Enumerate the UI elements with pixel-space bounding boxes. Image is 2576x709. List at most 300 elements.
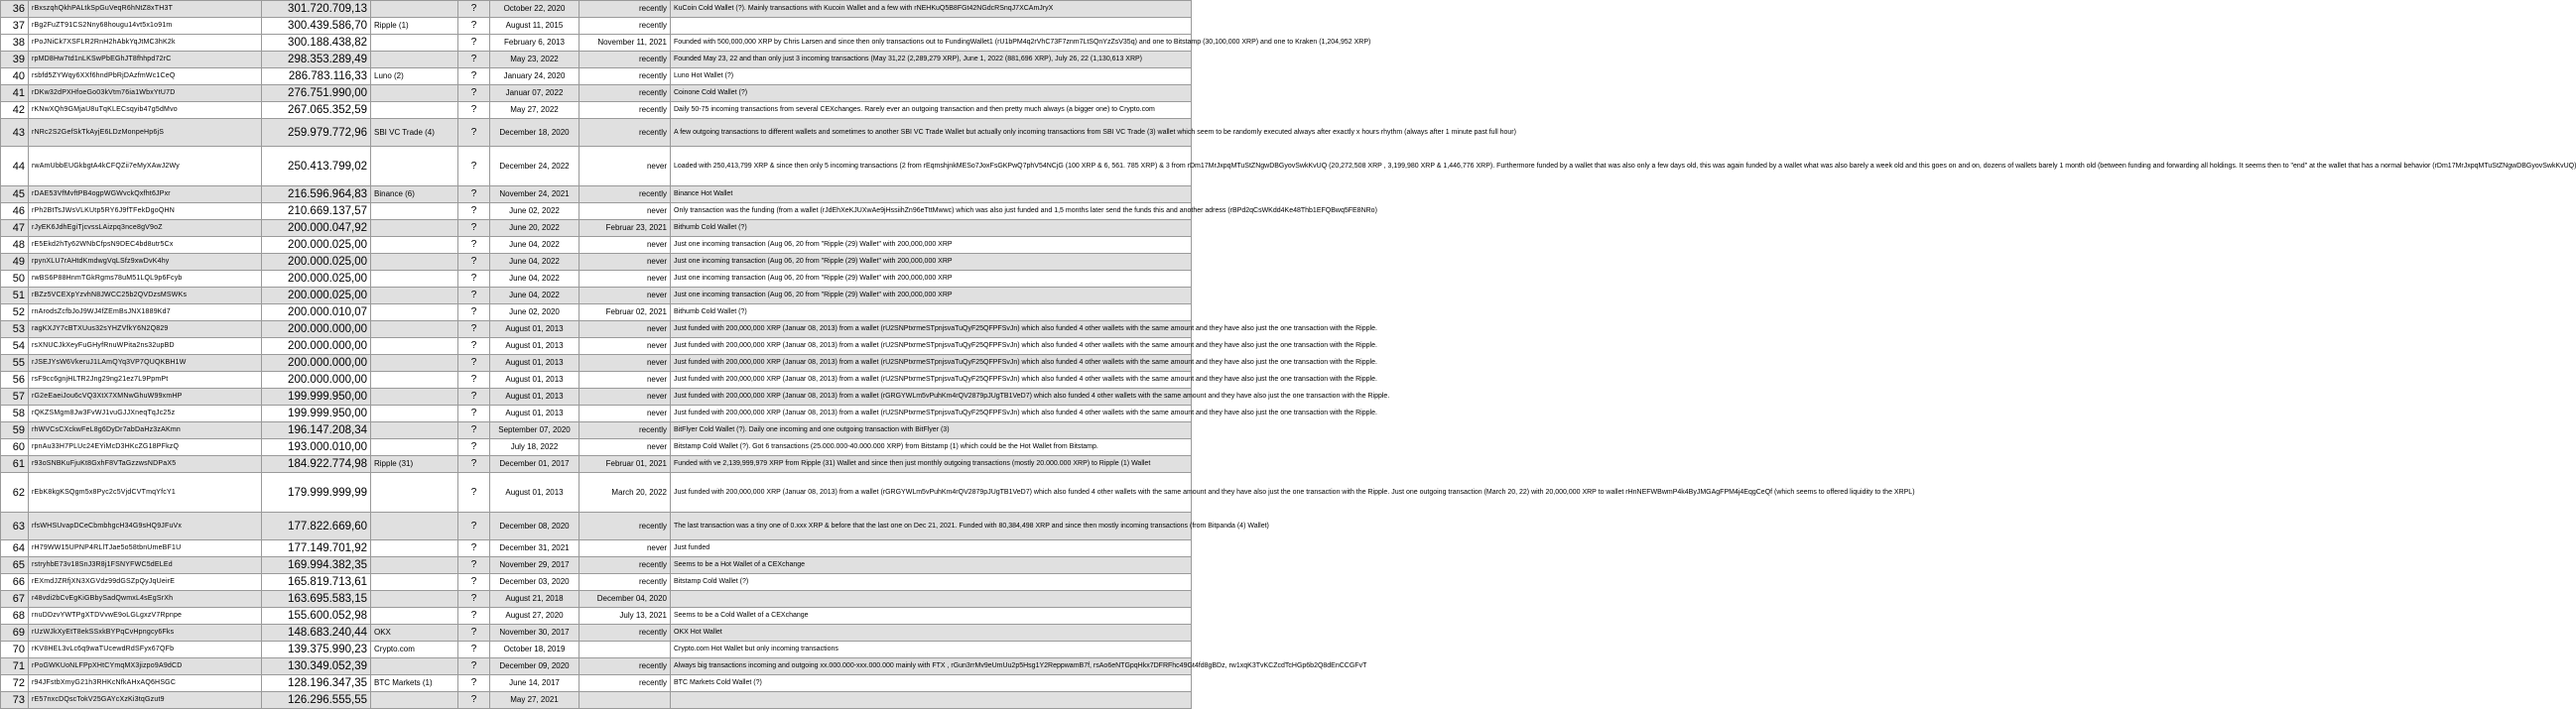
first-seen-date-cell[interactable]: December 18, 2020	[490, 119, 580, 147]
wallet-address-cell[interactable]: rhWVCsCXckwFeL8g6DyDr7abDaHz3zAKmn	[29, 422, 262, 439]
comment-cell[interactable]: Bithumb Cold Wallet (?)	[671, 220, 1192, 237]
wallet-address-cell[interactable]: r93oSNBKuFjuKt8GxhF8VTaGzzwsNDPaX5	[29, 456, 262, 473]
first-seen-date-cell[interactable]: August 11, 2015	[490, 18, 580, 35]
count-cell[interactable]: ?	[458, 675, 490, 692]
last-activity-cell[interactable]: never	[580, 147, 671, 186]
balance-cell[interactable]: 200.000.025,00	[262, 237, 371, 254]
wallet-address-cell[interactable]: ragKXJY7cBTXUus32sYHZVfkY6N2Q829	[29, 321, 262, 338]
balance-cell[interactable]: 193.000.010,00	[262, 439, 371, 456]
count-cell[interactable]: ?	[458, 574, 490, 591]
wallet-name-cell[interactable]	[371, 591, 458, 608]
comment-cell[interactable]	[671, 692, 1192, 709]
count-cell[interactable]: ?	[458, 692, 490, 709]
comment-cell[interactable]: Just funded with 200,000,000 XRP (Januar 08, 2013) from a wallet (rGRGYWLm5vPuhKm4rQV2879pJUgTB1VeD7) which also funded 4 other wallets with the same amount and they have also just the one transaction with the Ripple.	[671, 389, 1192, 406]
row-number-cell[interactable]: 46	[1, 203, 29, 220]
wallet-name-cell[interactable]	[371, 288, 458, 304]
wallet-address-cell[interactable]: rE5Ekd2hTy62WNbCfpsN9DEC4bd8utr5Cx	[29, 237, 262, 254]
balance-cell[interactable]: 259.979.772,96	[262, 119, 371, 147]
balance-cell[interactable]: 200.000.010,07	[262, 304, 371, 321]
first-seen-date-cell[interactable]: August 01, 2013	[490, 372, 580, 389]
count-cell[interactable]: ?	[458, 513, 490, 540]
last-activity-cell[interactable]: recently	[580, 675, 671, 692]
count-cell[interactable]: ?	[458, 557, 490, 574]
last-activity-cell[interactable]: never	[580, 372, 671, 389]
wallet-address-cell[interactable]: rpynXLU7rAHtdKmdwgVqLSfz9xwDvK4hy	[29, 254, 262, 271]
comment-cell[interactable]: Funded with ve 2,139,999,979 XRP from Ripple (31) Wallet and since then just monthly outgoing transactions (mostly 20.000.000 XRP) to Ripple (1) Wallet	[671, 456, 1192, 473]
wallet-name-cell[interactable]: Binance (6)	[371, 186, 458, 203]
last-activity-cell[interactable]: recently	[580, 1, 671, 18]
wallet-address-cell[interactable]: rKNwXQh9GMjaU8uTqKLECsqyib47g5dMvo	[29, 102, 262, 119]
first-seen-date-cell[interactable]: June 20, 2022	[490, 220, 580, 237]
last-activity-cell[interactable]: never	[580, 254, 671, 271]
count-cell[interactable]: ?	[458, 321, 490, 338]
wallet-address-cell[interactable]: rsbfd5ZYWqy6XXf6hndPbRjDAzfmWc1CeQ	[29, 68, 262, 85]
last-activity-cell[interactable]: never	[580, 540, 671, 557]
last-activity-cell[interactable]: recently	[580, 574, 671, 591]
last-activity-cell[interactable]: recently	[580, 85, 671, 102]
balance-cell[interactable]: 184.922.774,98	[262, 456, 371, 473]
comment-cell[interactable]: Just funded with 200,000,000 XRP (Januar 08, 2013) from a wallet (rU2SNPtxrmeSTpnjsvaTuQyF25QFPFSvJn) which also funded 4 other wallets with the same amount and they have also just the one transaction with the Ripple.	[671, 355, 1192, 372]
wallet-address-cell[interactable]: rsF9cc6gnjHLTR2Jng29ng21ez7L9PpmPt	[29, 372, 262, 389]
row-number-cell[interactable]: 47	[1, 220, 29, 237]
wallet-name-cell[interactable]	[371, 406, 458, 422]
wallet-name-cell[interactable]	[371, 355, 458, 372]
comment-cell[interactable]: KuCoin Cold Wallet (?). Mainly transactions with Kucoin Wallet and a few with rNEHKuQ5B8FGt42NGdcRSnqJ7XCAmJryX	[671, 1, 1192, 18]
wallet-name-cell[interactable]	[371, 422, 458, 439]
balance-cell[interactable]: 200.000.000,00	[262, 372, 371, 389]
wallet-name-cell[interactable]	[371, 203, 458, 220]
row-number-cell[interactable]: 48	[1, 237, 29, 254]
wallet-address-cell[interactable]: r94JFstbXmyG21h3RHKcNfkAHxAQ6HSGC	[29, 675, 262, 692]
count-cell[interactable]: ?	[458, 237, 490, 254]
first-seen-date-cell[interactable]: Januar 07, 2022	[490, 85, 580, 102]
count-cell[interactable]: ?	[458, 540, 490, 557]
first-seen-date-cell[interactable]: December 24, 2022	[490, 147, 580, 186]
balance-cell[interactable]: 210.669.137,57	[262, 203, 371, 220]
first-seen-date-cell[interactable]: May 23, 2022	[490, 52, 580, 68]
wallet-name-cell[interactable]	[371, 338, 458, 355]
balance-cell[interactable]: 250.413.799,02	[262, 147, 371, 186]
count-cell[interactable]: ?	[458, 203, 490, 220]
count-cell[interactable]: ?	[458, 147, 490, 186]
comment-cell[interactable]: Always big transactions incoming and outgoing xx.000.000-xxx.000.000 mainly with FTX , rGun3rrMv9eUmUu2p5Hsg1Y2ReppwamB7f, rsAo6eNTGpqHkx7DFRFhc49Gt4fd8gBDz, rw1xqK3TvKCZcdTcHGp6b2Q8dEnCCGFvT	[671, 658, 1192, 675]
wallet-address-cell[interactable]: rwBS6P88HnmTGkRgms78uM51LQL9p6Fcyb	[29, 271, 262, 288]
wallet-name-cell[interactable]	[371, 147, 458, 186]
count-cell[interactable]: ?	[458, 642, 490, 658]
wallet-name-cell[interactable]	[371, 574, 458, 591]
row-number-cell[interactable]: 69	[1, 625, 29, 642]
balance-cell[interactable]: 179.999.999,99	[262, 473, 371, 513]
row-number-cell[interactable]: 42	[1, 102, 29, 119]
count-cell[interactable]: ?	[458, 288, 490, 304]
balance-cell[interactable]: 200.000.047,92	[262, 220, 371, 237]
row-number-cell[interactable]: 71	[1, 658, 29, 675]
first-seen-date-cell[interactable]: February 6, 2013	[490, 35, 580, 52]
first-seen-date-cell[interactable]: June 14, 2017	[490, 675, 580, 692]
row-number-cell[interactable]: 45	[1, 186, 29, 203]
comment-cell[interactable]: Just funded with 200,000,000 XRP (Januar 08, 2013) from a wallet (rU2SNPtxrmeSTpnjsvaTuQyF25QFPFSvJn) which also funded 4 other wallets with the same amount and they have also just the one transaction with the Ripple.	[671, 321, 1192, 338]
wallet-address-cell[interactable]: rUzWJkXyEtT8ekSSxkBYPqCvHpngcy6Fks	[29, 625, 262, 642]
row-number-cell[interactable]: 52	[1, 304, 29, 321]
count-cell[interactable]: ?	[458, 18, 490, 35]
row-number-cell[interactable]: 49	[1, 254, 29, 271]
row-number-cell[interactable]: 60	[1, 439, 29, 456]
last-activity-cell[interactable]: never	[580, 203, 671, 220]
wallet-address-cell[interactable]: rpMD8Hw7td1nLKSwPbEGhJT8fhhpd72rC	[29, 52, 262, 68]
row-number-cell[interactable]: 63	[1, 513, 29, 540]
count-cell[interactable]: ?	[458, 625, 490, 642]
wallet-address-cell[interactable]: rsXNUCJkXeyFuGHyfRnuWPita2ns32upBD	[29, 338, 262, 355]
wallet-name-cell[interactable]	[371, 304, 458, 321]
first-seen-date-cell[interactable]: June 02, 2022	[490, 203, 580, 220]
balance-cell[interactable]: 200.000.025,00	[262, 288, 371, 304]
balance-cell[interactable]: 301.720.709,13	[262, 1, 371, 18]
first-seen-date-cell[interactable]: July 18, 2022	[490, 439, 580, 456]
balance-cell[interactable]: 155.600.052,98	[262, 608, 371, 625]
row-number-cell[interactable]: 66	[1, 574, 29, 591]
row-number-cell[interactable]: 50	[1, 271, 29, 288]
wallet-address-cell[interactable]: rnArodsZcfbJoJ9WJ4fZEmBsJNX1889Kd7	[29, 304, 262, 321]
first-seen-date-cell[interactable]: November 24, 2021	[490, 186, 580, 203]
last-activity-cell[interactable]: December 04, 2020	[580, 591, 671, 608]
last-activity-cell[interactable]: never	[580, 271, 671, 288]
row-number-cell[interactable]: 51	[1, 288, 29, 304]
first-seen-date-cell[interactable]: August 21, 2018	[490, 591, 580, 608]
balance-cell[interactable]: 200.000.000,00	[262, 338, 371, 355]
wallet-address-cell[interactable]: rKV8HEL3vLc6q9waTUcewdRdSFyx67QFb	[29, 642, 262, 658]
wallet-address-cell[interactable]: rJSEJYsW6VkeruJ1LAmQYq3VP7QUQKBH1W	[29, 355, 262, 372]
wallet-address-cell[interactable]: r48vdi2bCvEgKiGBbySadQwmxL4sEgSrXh	[29, 591, 262, 608]
balance-cell[interactable]: 267.065.352,59	[262, 102, 371, 119]
wallet-address-cell[interactable]: rstryhbE73v18SnJ3R8j1FSNYFWC5dELEd	[29, 557, 262, 574]
wallet-name-cell[interactable]: BTC Markets (1)	[371, 675, 458, 692]
first-seen-date-cell[interactable]: November 30, 2017	[490, 625, 580, 642]
last-activity-cell[interactable]: never	[580, 439, 671, 456]
row-number-cell[interactable]: 43	[1, 119, 29, 147]
comment-cell[interactable]: Bithumb Cold Wallet (?)	[671, 304, 1192, 321]
row-number-cell[interactable]: 40	[1, 68, 29, 85]
wallet-name-cell[interactable]	[371, 692, 458, 709]
first-seen-date-cell[interactable]: August 27, 2020	[490, 608, 580, 625]
first-seen-date-cell[interactable]: December 09, 2020	[490, 658, 580, 675]
first-seen-date-cell[interactable]: August 01, 2013	[490, 389, 580, 406]
comment-cell[interactable]: Just one incoming transaction (Aug 06, 20 from "Ripple (29) Wallet" with 200,000,000 XRP	[671, 271, 1192, 288]
wallet-address-cell[interactable]: rH79WW15UPNP4RLlTJae5o58tbnUmeBF1U	[29, 540, 262, 557]
wallet-name-cell[interactable]	[371, 540, 458, 557]
comment-cell[interactable]: Just funded with 200,000,000 XRP (Januar 08, 2013) from a wallet (rU2SNPtxrmeSTpnjsvaTuQyF25QFPFSvJn) which also funded 4 other wallets with the same amount and they have also just the one transaction with the Ripple.	[671, 372, 1192, 389]
wallet-name-cell[interactable]: OKX	[371, 625, 458, 642]
count-cell[interactable]: ?	[458, 338, 490, 355]
comment-cell[interactable]: BitFlyer Cold Wallet (?). Daily one incoming and one outgoing transaction with BitFlyer (3)	[671, 422, 1192, 439]
last-activity-cell[interactable]: never	[580, 389, 671, 406]
balance-cell[interactable]: 169.994.382,35	[262, 557, 371, 574]
comment-cell[interactable]: Just one incoming transaction (Aug 06, 20 from "Ripple (29) Wallet" with 200,000,000 XRP	[671, 237, 1192, 254]
last-activity-cell[interactable]: never	[580, 406, 671, 422]
wallet-name-cell[interactable]	[371, 389, 458, 406]
wallet-address-cell[interactable]: rBxszqhQkhPALtkSpGuVeqR6hNtZ8xTH3T	[29, 1, 262, 18]
comment-cell[interactable]: Coinone Cold Wallet (?)	[671, 85, 1192, 102]
row-number-cell[interactable]: 55	[1, 355, 29, 372]
last-activity-cell[interactable]: never	[580, 355, 671, 372]
count-cell[interactable]: ?	[458, 608, 490, 625]
balance-cell[interactable]: 128.196.347,35	[262, 675, 371, 692]
wallet-name-cell[interactable]: Ripple (1)	[371, 18, 458, 35]
row-number-cell[interactable]: 57	[1, 389, 29, 406]
balance-cell[interactable]: 298.353.289,49	[262, 52, 371, 68]
comment-cell[interactable]	[671, 18, 1192, 35]
last-activity-cell[interactable]: recently	[580, 186, 671, 203]
comment-cell[interactable]	[671, 591, 1192, 608]
row-number-cell[interactable]: 61	[1, 456, 29, 473]
count-cell[interactable]: ?	[458, 254, 490, 271]
wallet-address-cell[interactable]: rPoGWKUoNLFPpXHtCYmqMX3jizpo9A9dCD	[29, 658, 262, 675]
row-number-cell[interactable]: 64	[1, 540, 29, 557]
last-activity-cell[interactable]: Februar 02, 2021	[580, 304, 671, 321]
balance-cell[interactable]: 276.751.990,00	[262, 85, 371, 102]
first-seen-date-cell[interactable]: August 01, 2013	[490, 406, 580, 422]
row-number-cell[interactable]: 62	[1, 473, 29, 513]
count-cell[interactable]: ?	[458, 186, 490, 203]
last-activity-cell[interactable]: recently	[580, 658, 671, 675]
last-activity-cell[interactable]: March 20, 2022	[580, 473, 671, 513]
comment-cell[interactable]: Just one incoming transaction (Aug 06, 20 from "Ripple (29) Wallet" with 200,000,000 XRP	[671, 288, 1192, 304]
first-seen-date-cell[interactable]: June 04, 2022	[490, 271, 580, 288]
last-activity-cell[interactable]	[580, 692, 671, 709]
balance-cell[interactable]: 139.375.990,23	[262, 642, 371, 658]
row-number-cell[interactable]: 44	[1, 147, 29, 186]
comment-cell[interactable]: Binance Hot Wallet	[671, 186, 1192, 203]
row-number-cell[interactable]: 39	[1, 52, 29, 68]
row-number-cell[interactable]: 65	[1, 557, 29, 574]
last-activity-cell[interactable]: Februar 23, 2021	[580, 220, 671, 237]
first-seen-date-cell[interactable]: October 18, 2019	[490, 642, 580, 658]
wallet-name-cell[interactable]: Luno (2)	[371, 68, 458, 85]
balance-cell[interactable]: 163.695.583,15	[262, 591, 371, 608]
wallet-name-cell[interactable]	[371, 254, 458, 271]
balance-cell[interactable]: 286.783.116,33	[262, 68, 371, 85]
last-activity-cell[interactable]: never	[580, 237, 671, 254]
last-activity-cell[interactable]: recently	[580, 68, 671, 85]
balance-cell[interactable]: 130.349.052,39	[262, 658, 371, 675]
count-cell[interactable]: ?	[458, 372, 490, 389]
first-seen-date-cell[interactable]: December 31, 2021	[490, 540, 580, 557]
first-seen-date-cell[interactable]: December 03, 2020	[490, 574, 580, 591]
last-activity-cell[interactable]: never	[580, 338, 671, 355]
last-activity-cell[interactable]: recently	[580, 513, 671, 540]
row-number-cell[interactable]: 72	[1, 675, 29, 692]
last-activity-cell[interactable]: November 11, 2021	[580, 35, 671, 52]
comment-cell[interactable]: Loaded with 250,413,799 XRP & since then only 5 incoming transactions (2 from rEqmshjnkMESo7JoxFsGKPwQ7phV54NCjG (100 XRP & 6, 561. 785 XRP) & 3 from rDm17MrJxpqMTuStZNgwDBGyovSwkKvUQ (20,272,508 XRP , 3,199,980 XRP & 1,446,776 XRP). Furthermore funded by a wallet that was also only a few days old, this was again funded by a wallet what was also barely a week old and this goes on and on, dozens of wallets barely 1 month old (between funding and forwarding all holdings. It seems then to "end" at the wallet that has a normal behavior (rDm17MrJxpqMTuStZNgwDBGyovSwkKvUQ)	[671, 147, 1192, 186]
wallet-name-cell[interactable]	[371, 513, 458, 540]
row-number-cell[interactable]: 58	[1, 406, 29, 422]
last-activity-cell[interactable]: Februar 01, 2021	[580, 456, 671, 473]
row-number-cell[interactable]: 56	[1, 372, 29, 389]
row-number-cell[interactable]: 53	[1, 321, 29, 338]
first-seen-date-cell[interactable]: August 01, 2013	[490, 355, 580, 372]
row-number-cell[interactable]: 36	[1, 1, 29, 18]
wallet-address-cell[interactable]: rDKw32dPXHfoeGo03kVtm76ia1WbxYtU7D	[29, 85, 262, 102]
wallet-address-cell[interactable]: rPoJNiCk7XSFLR2RnH2hAbkYqJtMC3hK2k	[29, 35, 262, 52]
comment-cell[interactable]: OKX Hot Wallet	[671, 625, 1192, 642]
comment-cell[interactable]: Seems to be a Cold Wallet of a CEXchange	[671, 608, 1192, 625]
count-cell[interactable]: ?	[458, 355, 490, 372]
count-cell[interactable]: ?	[458, 52, 490, 68]
balance-cell[interactable]: 199.999.950,00	[262, 389, 371, 406]
first-seen-date-cell[interactable]: June 02, 2020	[490, 304, 580, 321]
first-seen-date-cell[interactable]: August 01, 2013	[490, 321, 580, 338]
row-number-cell[interactable]: 37	[1, 18, 29, 35]
comment-cell[interactable]: Only transaction was the funding (from a wallet (rJdEhXeKJUXwAe9jHssiihZn96eTttMwwc) which was also just funded and 1,5 months later send the funds this and another adress (rBPd2qCsWKdd4Ke48Thb1EFQBwq5FE8NRo)	[671, 203, 1192, 220]
first-seen-date-cell[interactable]: December 01, 2017	[490, 456, 580, 473]
wallet-name-cell[interactable]	[371, 439, 458, 456]
comment-cell[interactable]: Founded with 500,000,000 XRP by Chris Larsen and since then only transactions out to FundingWallet1 (rU1bPM4q2rVhC73F7znm7LtSQnYzZsV35q) and one to Bitstamp (30,100,000 XRP) and one to Kraken (1,204,952 XRP)	[671, 35, 1192, 52]
count-cell[interactable]: ?	[458, 439, 490, 456]
wallet-address-cell[interactable]: rPh2BtTsJWsVLKUtp5RY6J9fTFekDgoQHN	[29, 203, 262, 220]
count-cell[interactable]: ?	[458, 389, 490, 406]
first-seen-date-cell[interactable]: June 04, 2022	[490, 254, 580, 271]
last-activity-cell[interactable]: recently	[580, 18, 671, 35]
wallet-address-cell[interactable]: rE57nxcDQscTokV25GAYcXzKi3tqGzut9	[29, 692, 262, 709]
count-cell[interactable]: ?	[458, 591, 490, 608]
last-activity-cell[interactable]: recently	[580, 102, 671, 119]
first-seen-date-cell[interactable]: November 29, 2017	[490, 557, 580, 574]
balance-cell[interactable]: 165.819.713,61	[262, 574, 371, 591]
balance-cell[interactable]: 199.999.950,00	[262, 406, 371, 422]
wallet-address-cell[interactable]: rBg2FuZT91CS2Nny68hougu14vt5x1o91m	[29, 18, 262, 35]
row-number-cell[interactable]: 73	[1, 692, 29, 709]
comment-cell[interactable]: Bitstamp Cold Wallet (?)	[671, 574, 1192, 591]
wallet-name-cell[interactable]: SBI VC Trade (4)	[371, 119, 458, 147]
last-activity-cell[interactable]: July 13, 2021	[580, 608, 671, 625]
balance-cell[interactable]: 196.147.208,34	[262, 422, 371, 439]
count-cell[interactable]: ?	[458, 473, 490, 513]
comment-cell[interactable]: Founded May 23, 22 and than only just 3 incoming transactions (May 31,22 (2,289,279 XRP), June 1, 2022 (881,696 XRP), July 26, 22 (1,130,613 XRP)	[671, 52, 1192, 68]
comment-cell[interactable]: Crypto.com Hot Wallet but only incoming transactions	[671, 642, 1192, 658]
wallet-address-cell[interactable]: rfsWHSUvapDCeCbmbhgcH34G9sHQ9JFuVx	[29, 513, 262, 540]
wallet-address-cell[interactable]: rG2eEaeiJou6cVQ3XtX7XMNwGhuW99xmHP	[29, 389, 262, 406]
wallet-address-cell[interactable]: rEXmdJZRfjXN3XGVdz99dGSZpQyJqUeirE	[29, 574, 262, 591]
wallet-name-cell[interactable]	[371, 321, 458, 338]
count-cell[interactable]: ?	[458, 119, 490, 147]
row-number-cell[interactable]: 70	[1, 642, 29, 658]
comment-cell[interactable]: Just funded	[671, 540, 1192, 557]
wallet-name-cell[interactable]	[371, 1, 458, 18]
comment-cell[interactable]: BTC Markets Cold Wallet (?)	[671, 675, 1192, 692]
wallet-address-cell[interactable]: rEbK8kgKSQgm5x8Pyc2c5VjdCVTmqYfcY1	[29, 473, 262, 513]
wallet-name-cell[interactable]	[371, 557, 458, 574]
comment-cell[interactable]: Daily 50-75 incoming transactions from several CEXchanges. Rarely ever an outgoing transaction and then pretty much always (a bigger one) to Crypto.com	[671, 102, 1192, 119]
last-activity-cell[interactable]: recently	[580, 557, 671, 574]
wallet-address-cell[interactable]: rwAmUbbEUGkbgtA4kCFQZii7eMyXAwJ2Wy	[29, 147, 262, 186]
count-cell[interactable]: ?	[458, 422, 490, 439]
first-seen-date-cell[interactable]: June 04, 2022	[490, 237, 580, 254]
wallet-name-cell[interactable]: Ripple (31)	[371, 456, 458, 473]
wallet-name-cell[interactable]: Crypto.com	[371, 642, 458, 658]
first-seen-date-cell[interactable]: May 27, 2021	[490, 692, 580, 709]
balance-cell[interactable]: 126.296.555,55	[262, 692, 371, 709]
count-cell[interactable]: ?	[458, 85, 490, 102]
count-cell[interactable]: ?	[458, 304, 490, 321]
wallet-name-cell[interactable]	[371, 220, 458, 237]
count-cell[interactable]: ?	[458, 271, 490, 288]
count-cell[interactable]: ?	[458, 220, 490, 237]
row-number-cell[interactable]: 68	[1, 608, 29, 625]
wallet-name-cell[interactable]	[371, 52, 458, 68]
comment-cell[interactable]: Bitstamp Cold Wallet (?). Got 6 transactions (25.000.000-40.000.000 XRP) from Bitstamp (1) which could be the Hot Wallet from Bitstamp.	[671, 439, 1192, 456]
first-seen-date-cell[interactable]: August 01, 2013	[490, 338, 580, 355]
row-number-cell[interactable]: 54	[1, 338, 29, 355]
last-activity-cell[interactable]: recently	[580, 625, 671, 642]
wallet-name-cell[interactable]	[371, 372, 458, 389]
wallet-name-cell[interactable]	[371, 473, 458, 513]
balance-cell[interactable]: 300.439.586,70	[262, 18, 371, 35]
first-seen-date-cell[interactable]: August 01, 2013	[490, 473, 580, 513]
comment-cell[interactable]: Luno Hot Wallet (?)	[671, 68, 1192, 85]
comment-cell[interactable]: Just funded with 200,000,000 XRP (Januar 08, 2013) from a wallet (rU2SNPtxrmeSTpnjsvaTuQyF25QFPFSvJn) which also funded 4 other wallets with the same amount and they have also just the one transaction with the Ripple.	[671, 406, 1192, 422]
balance-cell[interactable]: 177.149.701,92	[262, 540, 371, 557]
last-activity-cell[interactable]: never	[580, 288, 671, 304]
comment-cell[interactable]: Just one incoming transaction (Aug 06, 20 from "Ripple (29) Wallet" with 200,000,000 XRP	[671, 254, 1192, 271]
first-seen-date-cell[interactable]: September 07, 2020	[490, 422, 580, 439]
last-activity-cell[interactable]: recently	[580, 422, 671, 439]
balance-cell[interactable]: 177.822.669,60	[262, 513, 371, 540]
count-cell[interactable]: ?	[458, 406, 490, 422]
count-cell[interactable]: ?	[458, 102, 490, 119]
first-seen-date-cell[interactable]: December 08, 2020	[490, 513, 580, 540]
first-seen-date-cell[interactable]: June 04, 2022	[490, 288, 580, 304]
count-cell[interactable]: ?	[458, 658, 490, 675]
count-cell[interactable]: ?	[458, 35, 490, 52]
comment-cell[interactable]: The last transaction was a tiny one of 0.xxx XRP & before that the last one on Dec 21, 2021. Funded with 80,384,498 XRP and since then mostly incoming transactions (from Bitpanda (4) Wallet)	[671, 513, 1192, 540]
wallet-address-cell[interactable]: rBZz5VCEXpYzvhN8JWCC25b2QVDzsMSWKs	[29, 288, 262, 304]
count-cell[interactable]: ?	[458, 456, 490, 473]
wallet-address-cell[interactable]: rQKZSMgm8Jw3FvWJ1vuGJJXneqTqJc25z	[29, 406, 262, 422]
wallet-name-cell[interactable]	[371, 85, 458, 102]
row-number-cell[interactable]: 59	[1, 422, 29, 439]
count-cell[interactable]: ?	[458, 68, 490, 85]
wallet-name-cell[interactable]	[371, 102, 458, 119]
last-activity-cell[interactable]: recently	[580, 119, 671, 147]
count-cell[interactable]: ?	[458, 1, 490, 18]
comment-cell[interactable]: A few outgoing transactions to different wallets and sometimes to another SBI VC Trade Wallet but actually only incoming transactions from SBI VC Trade (3) wallet which seem to be randomly executed always after exactly x hours rhythm (always after 1 minute past full hour)	[671, 119, 1192, 147]
balance-cell[interactable]: 216.596.964,83	[262, 186, 371, 203]
comment-cell[interactable]: Just funded with 200,000,000 XRP (Januar 08, 2013) from a wallet (rU2SNPtxrmeSTpnjsvaTuQyF25QFPFSvJn) which also funded 4 other wallets with the same amount and they have also just the one transaction with the Ripple.	[671, 338, 1192, 355]
last-activity-cell[interactable]: recently	[580, 52, 671, 68]
wallet-name-cell[interactable]	[371, 608, 458, 625]
wallet-name-cell[interactable]	[371, 271, 458, 288]
wallet-address-cell[interactable]: rJyEK6JdhEgiTjcvssLAizpq3nce8gV9oZ	[29, 220, 262, 237]
wallet-name-cell[interactable]	[371, 658, 458, 675]
balance-cell[interactable]: 200.000.000,00	[262, 321, 371, 338]
wallet-address-cell[interactable]: rpnAu33H7PLUc24EYiMcD3HKcZG18PFkzQ	[29, 439, 262, 456]
first-seen-date-cell[interactable]: May 27, 2022	[490, 102, 580, 119]
wallet-address-cell[interactable]: rDAE53VfMvftPB4ogpWGWvckQxfht6JPxr	[29, 186, 262, 203]
row-number-cell[interactable]: 41	[1, 85, 29, 102]
wallet-name-cell[interactable]	[371, 237, 458, 254]
comment-cell[interactable]: Seems to be a Hot Wallet of a CEXchange	[671, 557, 1192, 574]
balance-cell[interactable]: 200.000.025,00	[262, 254, 371, 271]
comment-cell[interactable]: Just funded with 200,000,000 XRP (Januar 08, 2013) from a wallet (rGRGYWLm5vPuhKm4rQV2879pJUgTB1VeD7) which also funded 4 other wallets with the same amount and they have also just the one transaction with the Ripple. Just one outgoing transaction (March 20, 22) with 20,000,000 XRP to wallet rHnNEFWBwmP4k4ByJMGAgFPM4j4EqgCeQf (which seems to offered liquidity to the XRPL)	[671, 473, 1192, 513]
row-number-cell[interactable]: 67	[1, 591, 29, 608]
wallet-name-cell[interactable]	[371, 35, 458, 52]
row-number-cell[interactable]: 38	[1, 35, 29, 52]
wallet-address-cell[interactable]: rnuDDzvYWTPgXTDVvwE9oLGLgxzV7Rpnpe	[29, 608, 262, 625]
wallet-address-cell[interactable]: rNRc2S2GefSkTkAyjE6LDzMonpeHp6jS	[29, 119, 262, 147]
last-activity-cell[interactable]	[580, 642, 671, 658]
balance-cell[interactable]: 200.000.000,00	[262, 355, 371, 372]
last-activity-cell[interactable]: never	[580, 321, 671, 338]
first-seen-date-cell[interactable]: October 22, 2020	[490, 1, 580, 18]
